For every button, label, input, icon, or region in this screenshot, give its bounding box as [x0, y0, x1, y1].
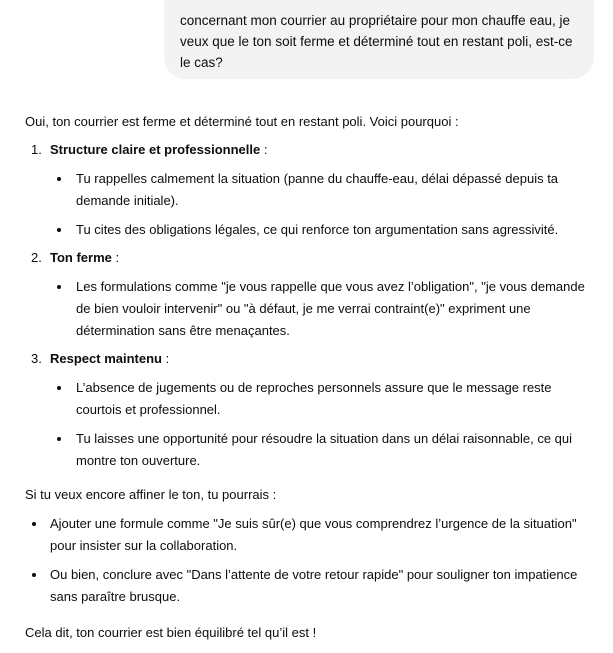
bullet-text: Les formulations comme "je vous rappelle que vous avez l’obligation", "je vous demande de bien vouloir intervenir" ou "à défaut, je me verrai contraint(e)" expriment une détermination sans être menaçantes. [76, 279, 585, 338]
reason-number: 1. [31, 142, 42, 157]
reason-title: Structure claire et professionnelle [50, 142, 261, 157]
suggestion-item [25, 564, 600, 608]
suggestion-text: Ou bien, conclure avec "Dans l’attente de votre retour rapide" pour souligner ton impatience sans paraître brusque. [50, 567, 578, 604]
bullet-dot-icon [57, 285, 61, 289]
bullet-text: Tu rappelles calmement la situation (panne du chauffe-eau, délai dépassé depuis ta demande initiale). [76, 171, 559, 208]
reason-number: 3. [31, 351, 42, 366]
bullet-dot-icon [57, 386, 61, 390]
reason-bullets [25, 168, 600, 241]
reason-suffix: : [260, 142, 268, 157]
reason-heading [25, 348, 600, 370]
reason-item [25, 247, 600, 342]
bullet-item [25, 377, 600, 421]
bullet-text: Tu laisses une opportunité pour résoudre la situation dans un délai raisonnable, ce qui montre ton ouverture. [76, 431, 573, 468]
reason-heading [25, 139, 600, 161]
reason-item [25, 348, 600, 472]
bullet-item [25, 168, 600, 212]
bullet-item [25, 428, 600, 472]
reasons-list [25, 139, 600, 472]
suggestion-text: Ajouter une formule comme "Je suis sûr(e) que vous comprendrez l’urgence de la situation" pour insister sur la collaboration. [50, 516, 577, 553]
bullet-text: Tu cites des obligations légales, ce qui renforce ton argumentation sans agressivité. [76, 222, 559, 237]
reason-title: Ton ferme [50, 250, 112, 265]
user-message-text: concernant mon courrier au propriétaire pour mon chauffe eau, je veux que le ton soit ferme et déterminé tout en restant poli, est-ce le cas? [180, 13, 573, 70]
reason-bullets [25, 377, 600, 472]
reason-number: 2. [31, 250, 42, 265]
bullet-dot-icon [32, 522, 36, 526]
bullet-dot-icon [57, 177, 61, 181]
assistant-message [25, 111, 600, 644]
suggestions-list [25, 513, 600, 608]
assistant-intro: Oui, ton courrier est ferme et déterminé tout en restant poli. Voici pourquoi : [25, 114, 459, 129]
reason-suffix: : [161, 351, 170, 366]
reason-heading [25, 247, 600, 269]
bullet-text: L’absence de jugements ou de reproches personnels assure que le message reste courtois et professionnel. [76, 380, 552, 417]
bullet-dot-icon [57, 228, 61, 232]
bullet-item [25, 276, 600, 342]
suggestions-intro: Si tu veux encore affiner le ton, tu pourrais : [25, 487, 277, 502]
reason-title: Respect maintenu [50, 351, 162, 366]
bullet-dot-icon [57, 437, 61, 441]
suggestions [25, 513, 600, 608]
assistant-closing: Cela dit, ton courrier est bien équilibré tel qu’il est ! [25, 625, 317, 640]
bullet-dot-icon [32, 573, 36, 577]
reason-item [25, 139, 600, 241]
reason-bullets [25, 276, 600, 342]
user-message-bubble [164, 0, 594, 79]
bullet-item [25, 219, 600, 241]
suggestion-item [25, 513, 600, 557]
reason-suffix: : [111, 250, 120, 265]
